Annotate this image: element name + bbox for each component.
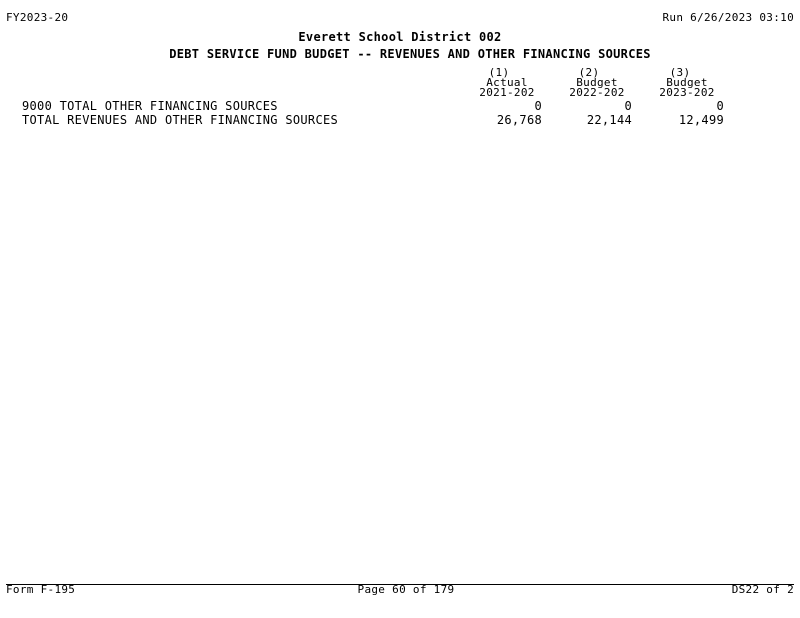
column-type: Actual <box>486 76 528 89</box>
column-number: (3) <box>669 66 691 79</box>
column-period: 2022-202 <box>569 86 625 99</box>
district-name: Everett School District 002 <box>298 30 502 44</box>
column-number: (2) <box>578 66 600 79</box>
section-title: DEBT SERVICE FUND BUDGET -- REVENUES AND OTHER FINANCING SOURCES <box>169 47 651 61</box>
row-value-budget-next: 12,499 <box>678 113 724 127</box>
row-label: TOTAL REVENUES AND OTHER FINANCING SOURCES <box>22 113 339 127</box>
column-type: Budget <box>666 76 708 89</box>
row-value-actual: 26,768 <box>496 113 542 127</box>
form-number: Form F-195 <box>6 583 76 596</box>
run-info: Run 6/26/2023 03:10 <box>662 11 794 24</box>
fiscal-year: FY2023-20 <box>6 11 69 24</box>
row-label: 9000 TOTAL OTHER FINANCING SOURCES <box>22 99 278 113</box>
schedule-code: DS22 of 2 <box>731 583 794 596</box>
column-type: Budget <box>576 76 618 89</box>
row-value-budget-current: 22,144 <box>586 113 632 127</box>
row-value-actual: 0 <box>534 99 542 113</box>
row-value-budget-next: 0 <box>716 99 724 113</box>
column-period: 2021-202 <box>479 86 535 99</box>
row-value-budget-current: 0 <box>624 99 632 113</box>
column-period: 2023-202 <box>659 86 715 99</box>
column-number: (1) <box>488 66 510 79</box>
page-number: Page 60 of 179 <box>357 583 455 596</box>
